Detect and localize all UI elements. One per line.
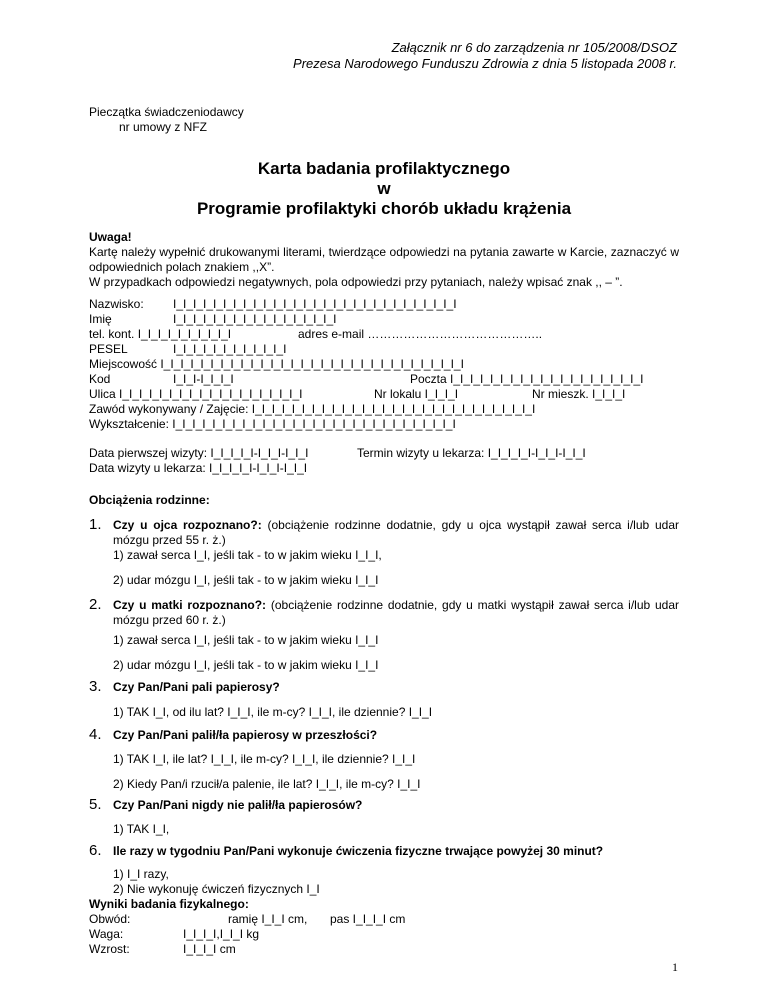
occupation-field[interactable]: Zawód wykonywany / Zajęcie: I_I_I_I_I_I_I_I_I_I_I_I_I_I_I_I_I_I_I_I_I_I_I_I_I_I_I_I_I <box>89 402 536 416</box>
question-6-number: 6. <box>89 842 102 859</box>
annex-reference <box>293 40 677 72</box>
height-field[interactable]: I_I_I_I cm <box>183 942 236 956</box>
question-6-option-1[interactable]: 1) I_I razy, <box>113 867 169 881</box>
question-5-option-1[interactable]: 1) TAK I_I, <box>113 822 170 836</box>
phone-field[interactable]: tel. kont. I_I_I_I_I_I_I_I_I_I <box>89 327 232 341</box>
question-2-note: (obciążenie rodzinne dodatnie, gdy u matki wystąpił zawał serca i/lub udar mózgu przed 60 r. ż.) <box>113 598 679 627</box>
arm-circumference-field[interactable]: ramię I_I_I cm, <box>228 912 308 926</box>
notice-heading: Uwaga! <box>89 230 132 244</box>
physical-exam-heading: Wyniki badania fizykalnego: <box>89 897 249 911</box>
doctor-visit-date-field[interactable]: Data wizyty u lekarza: I_I_I_I_I-I_I_I-I_I_I <box>89 461 308 475</box>
question-5-title: Czy Pan/Pani nigdy nie palił/ła papierosów? <box>113 798 363 812</box>
notice-paragraph-1: Kartę należy wypełnić drukowanymi literami, twierdzące odpowiedzi na pytania zawarte w Karcie, zaznaczyć w odpowiednich polach znakiem ,,X”. <box>89 245 679 274</box>
question-1-option-2[interactable]: 2) udar mózgu I_I, jeśli tak - to w jakim wieku I_I_I <box>113 573 379 587</box>
doctor-appointment-field[interactable]: Termin wizyty u lekarza: I_I_I_I_I-I_I_I-I_I_I <box>357 446 586 460</box>
building-number-field[interactable]: Nr lokalu I_I_I_I <box>374 387 459 401</box>
pesel-field[interactable]: I_I_I_I_I_I_I_I_I_I_I_I <box>173 342 287 356</box>
annex-line-2: Prezesa Narodowego Funduszu Zdrowia z dnia 5 listopada 2008 r. <box>293 56 677 71</box>
question-2-number: 2. <box>89 596 102 613</box>
provider-stamp-label: Pieczątka świadczeniodawcy <box>89 105 244 119</box>
question-2-title: Czy u matki rozpoznano?: <box>113 598 267 612</box>
question-4-number: 4. <box>89 726 102 743</box>
form-title-line-3: Programie profilaktyki chorób układu krążenia <box>196 199 572 218</box>
first-visit-date-field[interactable]: Data pierwszej wizyty: I_I_I_I_I-I_I_I-I_I_I <box>89 446 309 460</box>
postal-code-label: Kod <box>89 372 111 386</box>
education-field[interactable]: Wykształcenie: I_I_I_I_I_I_I_I_I_I_I_I_I_I_I_I_I_I_I_I_I_I_I_I_I_I_I_I_I <box>89 417 456 431</box>
question-1-number: 1. <box>89 516 102 533</box>
postal-code-field[interactable]: I_I_I-I_I_I_I <box>173 372 234 386</box>
question-3-number: 3. <box>89 678 102 695</box>
surname-label: Nazwisko: <box>89 297 144 311</box>
pesel-label: PESEL <box>89 342 128 356</box>
question-3-title: Czy Pan/Pani pali papierosy? <box>113 680 280 694</box>
weight-label: Waga: <box>89 927 124 941</box>
question-4-title: Czy Pan/Pani palił/ła papierosy w przeszłości? <box>113 728 378 742</box>
question-3-option-1[interactable]: 1) TAK I_I, od ilu lat? I_I_I, ile m-cy? I_I_I, ile dziennie? I_I_I <box>113 705 433 719</box>
annex-line-1: Załącznik nr 6 do zarządzenia nr 105/2008/DSOZ <box>391 40 677 55</box>
question-1-option-1[interactable]: 1) zawał serca I_I, jeśli tak - to w jakim wieku I_I_I, <box>113 548 382 562</box>
question-6-title: Ile razy w tygodniu Pan/Pani wykonuje ćwiczenia fizyczne trwające powyżej 30 minut? <box>113 844 604 858</box>
nfz-contract-label: nr umowy z NFZ <box>119 120 208 134</box>
circumference-label: Obwód: <box>89 912 131 926</box>
question-2-option-1[interactable]: 1) zawał serca I_I, jeśli tak - to w jakim wieku I_I_I <box>113 633 379 647</box>
question-1-title: Czy u ojca rozpoznano?: <box>113 518 262 532</box>
question-1-note: (obciążenie rodzinne dodatnie, gdy u ojca wystąpił zawał serca i/lub udar mózgu przed 55 r. ż.) <box>113 518 679 547</box>
question-4-option-1[interactable]: 1) TAK I_I, ile lat? I_I_I, ile m-cy? I_I_I, ile dziennie? I_I_I <box>113 752 416 766</box>
question-6-option-2[interactable]: 2) Nie wykonuję ćwiczeń fizycznych I_I <box>113 882 320 896</box>
family-history-heading: Obciążenia rodzinne: <box>89 493 210 507</box>
form-title-line-2: w <box>377 179 391 198</box>
post-office-field[interactable]: Poczta I_I_I_I_I_I_I_I_I_I_I_I_I_I_I_I_I_I_I_I <box>410 372 644 386</box>
surname-field[interactable]: I_I_I_I_I_I_I_I_I_I_I_I_I_I_I_I_I_I_I_I_I_I_I_I_I_I_I_I_I <box>173 297 457 311</box>
email-field[interactable]: adres e-mail …………………………………….. <box>298 327 543 341</box>
height-label: Wzrost: <box>89 942 130 956</box>
question-5-number: 5. <box>89 796 102 813</box>
apartment-number-field[interactable]: Nr mieszk. I_I_I_I <box>532 387 626 401</box>
waist-circumference-field[interactable]: pas I_I_I_I cm <box>330 912 406 926</box>
question-2-option-2[interactable]: 2) udar mózgu I_I, jeśli tak - to w jakim wieku I_I_I <box>113 658 379 672</box>
street-field[interactable]: Ulica I_I_I_I_I_I_I_I_I_I_I_I_I_I_I_I_I_I_I <box>89 387 303 401</box>
first-name-field[interactable]: I_I_I_I_I_I_I_I_I_I_I_I_I_I_I_I_I <box>173 312 337 326</box>
notice-paragraph-2: W przypadkach odpowiedzi negatywnych, pola odpowiedzi przy pytaniach, należy wpisać znak ,, – ”. <box>89 275 623 289</box>
first-name-label: Imię <box>89 312 112 326</box>
page-number: 1 <box>672 960 678 974</box>
question-1-text <box>113 518 679 548</box>
city-field[interactable]: Miejscowość I_I_I_I_I_I_I_I_I_I_I_I_I_I_I_I_I_I_I_I_I_I_I_I_I_I_I_I_I_I_I <box>89 357 464 371</box>
weight-field[interactable]: I_I_I_I,I_I_I kg <box>183 927 260 941</box>
question-2-text <box>113 598 679 628</box>
question-4-option-2[interactable]: 2) Kiedy Pan/i rzucił/a palenie, ile lat? I_I_I, ile m-cy? I_I_I <box>113 777 421 791</box>
form-title-line-1: Karta badania profilaktycznego <box>257 159 511 178</box>
